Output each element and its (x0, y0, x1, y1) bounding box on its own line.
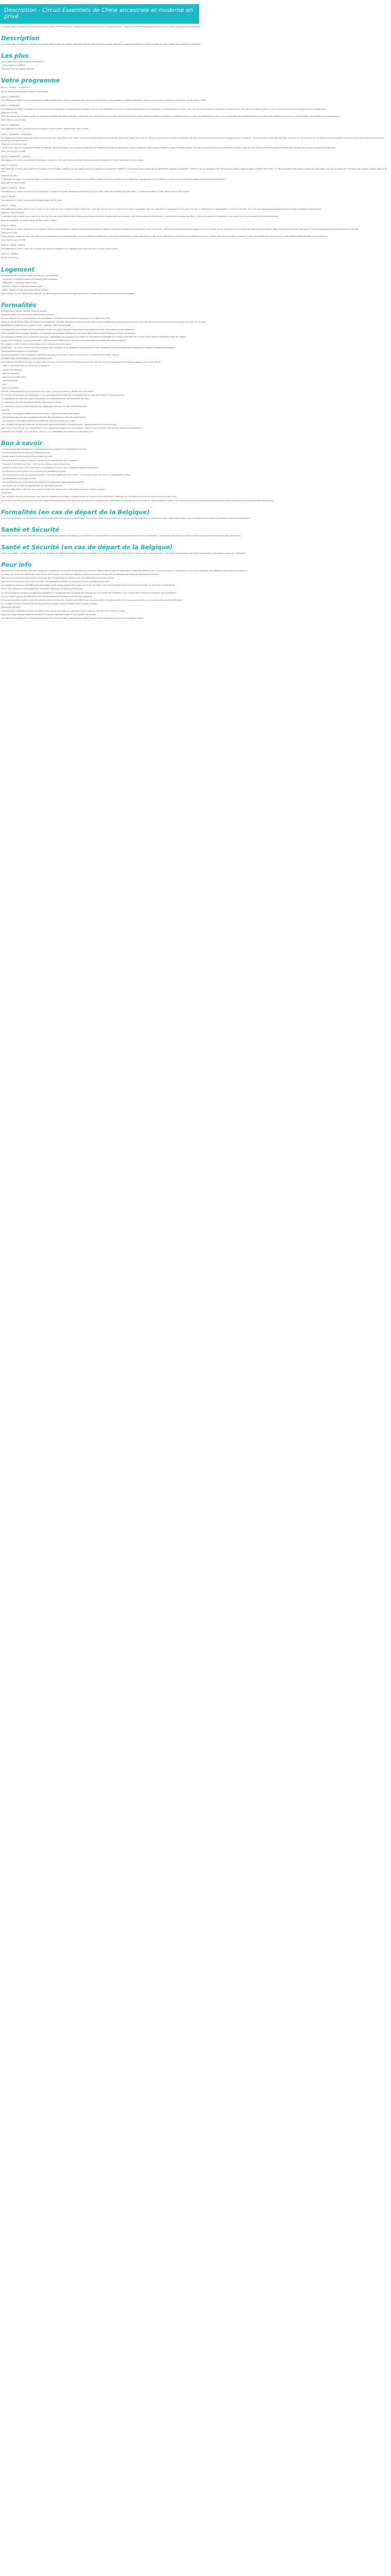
day-heading: JOUR 12 : PEKIN - FRANCE (1, 244, 25, 247)
formalites-line: - Si le nom d'un voyageur diffère sur les documents, l'accès à bord peut être refusé. (1, 412, 79, 415)
day-paragraph: Promenade en bateau sur le Grand Canal, un réseau de voies navigables qui traverse la ville, offrant un aperçu de la vie quotidienne des habitants. Passage par la rue Pingjiang, ancienne rue commerçante bordée de maisons traditionnelles. (1, 178, 225, 180)
day-paragraph: Petit-déjeuner à l'hôtel. Journée libre pour explorer à votre rythme. Repas libres. Nuit à l'hôtel. (1, 128, 89, 130)
important-heading: IMPORTANT : (1, 492, 13, 495)
formalites-line: Les personnes qui se rendent en Chine doivent remplir une carte d'arrivée en ligne avant leur entrée en Chine. Cette démarche est obligatoire. (1, 328, 135, 331)
pour-info-line: PRÉCISION SÉCURITÉ : (1, 606, 22, 608)
day-paragraph: Déjeuner en ville. (1, 112, 18, 114)
programme-day (1, 96, 391, 102)
day-paragraph: Petit-déjeuner à l'hôtel. Journée libre et repas libres. Nuit à l'hôtel. (1, 199, 63, 202)
day-paragraph: Petit-déjeuner à l'hôtel. Départ pour la visite du site historique de la Grande Muraille à Mutianyu, l'une des sections les plus belles et les mieux conservées, dont la construction a commencé au VIe siècle. Montée en téléphérique et promenade le long de la muraille, avec des vues panoramiques spectaculaires sur les montagnes environnantes. (1, 208, 322, 211)
section-title-programme: Votre programme (1, 77, 60, 84)
formalites-line: - nom(s) / prénom(s) tels qu'inscrits sur le passeport (1, 365, 50, 367)
important-block (1, 496, 391, 502)
bon-a-savoir-line: - Les modifications du programme sont possibles sur demande et selon les disponibilités. (1, 481, 85, 484)
description-paragraph: Ce voyage offre un panorama complet de la Chine, entre modernité urbaine, paysages naturels majestueux et richesse culturelle. Chaque ville présente un aspect unique du pays, créant une expérience inoubliable. (1, 43, 201, 46)
formalites-line: Depuis le 1er décembre 2024, les titulaires de passeports ordinaires français en transit en Chine pour transit touristique et tourisme peuvent entrer sans visa sur le territoire chinois pour une durée maximale de 30 jours. (1, 321, 206, 324)
logement-line: Liste d'hôtels communiquée à titre indicatif, les hôtels vous seront confirmés dans le carnet de voyage transmis quelques jours avant le départ. (1, 292, 135, 295)
formalites-line: Tout voyageur ne pouvant présenter de document valide sera refusé à l'embarquement, sans possibilité de remboursement. (1, 423, 117, 426)
pour-info-line: Nous vous remercions de respecter les règles de sécurité des sites visités et les consignes des guides. (1, 614, 96, 616)
day-paragraph: Petit-déjeuner à l'hôtel. Départ en TGV pour Hangzhou, qui, selon Marco Polo, était l'une des plus splendides villes au monde. Cette ville célèbre pour son lac, classé au patrimoine mondial de l'UNESCO, est aussi connue pour la culture du thé Longjing (puits du dragon), l'un des meilleurs thés verts de Chine. Croisière en bateau sur le lac de l'Ouest puis promenade à pied le long des digues jalonnées de saules pleureurs et de ponts en arc. (1, 137, 384, 142)
bon-a-savoir-line: - Les horaires de vol des compagnies sont donnés à titre indicatif. (1, 485, 62, 487)
formalites-line: IMPORTANT À COMPTER DU 15 JUILLET 2023 : ARRIVAL CARD OBLIGATOIRE (1, 325, 71, 327)
day-heading: JOUR 7 : SUZHOU (1, 164, 18, 167)
day-paragraph: Petit-déjeuner à l'hôtel. Visite de la Cité Interdite, l'ancien palais impérial, classée au patrimoine mondial de l'UNESCO. Avec ses quelques 980 bâtiments et ses 8 700 pièces, c'est le plus grand ensemble de palais en bois au monde, qui fut la résidence de 24 empereurs des dynasties Ming et Qing. Traversée de la place Tian'anmen, l'une des plus grandes places publiques du monde. (1, 228, 359, 230)
formalites-line: Les formalités d'entrée sont susceptibles d'évoluer. Il appartient aux voyageurs de vérifier les informations actualisées sur le site du Ministère de l'Europe et des Affaires étrangères avant leur départ. (1, 335, 187, 338)
sante-belgique-block (1, 552, 391, 555)
programme-day (1, 205, 391, 222)
pour-info-line: Il est fortement conseillé de garder vos effets personnels et vos objets de valeur sur vous ou dans le coffre de votre chambre d'hôtel. (1, 609, 125, 612)
day-heading: JOUR 5 : SHANGHAI - HANGZHOU (1, 133, 32, 135)
formalites-line: Si l'une des informations est manquante, il vous sera impossible d'effectuer l'enregistrement et vous serez refusé à l'embarquement. (1, 394, 125, 397)
plus-item: Découverte de la Chine ancienne et moderne (1, 61, 43, 63)
section-title-plus: Les plus (1, 52, 29, 60)
programme-day (1, 225, 391, 242)
formalites-line: Lors de l'enregistrement de ces informations en ligne, nous vous invitons à vérifier leur exactitude. (1, 391, 93, 393)
day-paragraph: Continuation par la route vers le site de la Voie Sacrée, une longue allée bordée d'imposantes statues de pierre représentant des animaux, des fonctionnaires et des guerriers, menant aux tombeaux des Ming. Visite du tombeau de Changling, le plus grand et le mieux préservé des treize tombeaux. (1, 215, 280, 218)
day-paragraph: Petit-déjeuner à l'hôtel. Découverte de la paisible ville de Suzhou célèbre pour ses jardins inscrits au patrimoine mondial de l'UNESCO. Ces jardins privés, construits aux différentes époques dynastiques, reflètent l'art du paysage et de l'architecture chinois. Visite du Jardin du Maître des Filets, l'un des plus petits mais aussi l'un des plus charmants, ainsi que du Jardin de la Politique des Simples, le plus vaste de la ville. (1, 168, 387, 173)
day-heading: JOUR 1 : FRANCE - SHANGHAI (1, 87, 29, 89)
formalites-line: - sexe (1, 383, 7, 385)
section-title-sante: Santé et Sécurité (1, 526, 59, 533)
pour-info-line: En cas d'annulation partielle ou totale d'une prestation, le remboursement ne pourra être effectué que sur la base des prestations non consommées et dans les conditions des prestataires. (1, 591, 177, 594)
logement-line: - HANGZHOU : Hangzhou Hanyu Hotel (1, 281, 37, 284)
programme-day (1, 253, 391, 259)
day-heading: JOUR 9 : PEKIN (1, 196, 15, 198)
day-heading: JOUR 4 : SHANGHAI (1, 124, 20, 127)
formalites-line: Pour les séjours de 30 jours maximum, les ressortissants français sont exemptés de visa jusqu'au 31 décembre 2025. (1, 317, 111, 320)
formalites-line: - date d'expiration (1, 379, 19, 382)
section-title-formalites-belgique: Formalités (en cas de départ de la Belgique) (1, 508, 150, 516)
formalites-line: - date de naissance (1, 372, 20, 375)
formalites-line: 3. L'utilisation d'un document d'identité non valide peut entraîner un refus d'embarquement. (1, 405, 88, 408)
intro-paragraph: Ce voyage offre un panorama complet de la Chine, entre modernité urbaine, paysages naturels majestueux et richesse culturelle. Chaque ville présente un aspect unique du pays, créant une expérience inoubliable. (1, 26, 201, 28)
page (0, 0, 391, 621)
day-paragraph: Petit promenade sur le fameux Bund, un boulevard bordé de bâtiments coloniaux, offrant une vue imprenable sur le quartier moderne de Pudong. Découverte du musée de Shanghai, considéré comme l'un des plus importants de Chine. Vous apprécierez l'art traditionnel chinois à travers ses collections de bronzes, de céramiques, de peintures et de calligraphies. (1, 115, 340, 118)
day-heading: JOUR 13 : FRANCE (1, 253, 18, 256)
programme-day (1, 187, 391, 193)
pour-info-line: Le niveau de confort des hôtels peut varier d'une ville à l'autre. Les hôtels de catégorie supérieure peuvent ne pas offrir la même qualité de service que ceux en Europe. (1, 573, 159, 576)
pour-info-line: Nous vous informons que, pour votre sécurité, nos partenaires vérifient vos documents et vos données personnelles. (1, 581, 110, 583)
bon-a-savoir-line: - Transport à l'intérieur de Chine : TGV et vols intérieurs selon programme. (1, 463, 71, 465)
formalites-line: À NOTER (1, 409, 10, 411)
pour-info-line: Personnes à mobilité réduite : pour de nombreux sites et transports, l'accès reste difficile pour les personnes en fauteuil roulant. Nous vous recommandons de nous consulter avant la réservation. (1, 599, 184, 601)
description-block (1, 43, 391, 46)
pour-info-line: La circulation à Shanghai et à Pékin est parfois dense et les trajets peuvent être longs aux heures de pointe. Des embouteillages fréquents peuvent entraîner un retard sur le programme. (1, 584, 175, 587)
day-paragraph: Vol au direction de Shanghai. Repas et nuit à bord. (1, 90, 48, 93)
logement-line: Durant le circuit, vous serez logés en hôtels 4* (ou similaires) : (1, 274, 60, 277)
pour-info-line: Les voyageurs mineurs doivent être accompagnés d'un adulte majeur pendant toute la durée du séjour. (1, 602, 98, 605)
bon-a-savoir-line: - Les pourboires sont à prévoir en Chine pour les chauffeurs et guides. (1, 470, 67, 472)
programme-day (1, 87, 391, 93)
formalites-line: Nous vous remercions de nous transmettre le plus rapidement possible ces informations, afin que nous puissions effectuer les démarches nécessaires. (1, 427, 142, 430)
plus-item: Dégustez chez une famille chinoise (1, 68, 34, 71)
formalites-belgique-line: Pour toute information sur les conditions d'entrée et de séjour dans le pays de destination, nous vous invitons à vous rendre sur le site du ministère des Affaires étrangères belge : https://diplomatie.belgium.be/fr/Services/voyager_a_letranger/conseils_par_destination (1, 517, 250, 519)
day-paragraph: L'après-midi, visite de la plantation de thé de Meijiawu, dans les collines, où vous pourrez découvrir les différentes étapes de fabrication du thé et déguster cette boisson millénaire. Visite du temple Lingyin, l'un des plus grands temples bouddhistes de Chine, fondé en 328, et découverte des grottes de Feilai Feng abritant plus de 300 sculptures bouddhiques. (1, 146, 336, 149)
pour-info-line: Prévoir des chaussures confortables pour les visites, beaucoup de visites se font à pied. (1, 588, 83, 590)
day-paragraph: Découverte du Temple du Ciel, chef-d'œuvre de l'architecture de la dynastie Ming, où les empereurs venaient prier pour de bonnes récoltes. Promenade dans son parc où les habitants se retrouvent pour pratiquer le tai-chi, chanter, jouer de la musique ou danser. Ensuite, promenade dans les hutongs, ruelles traditionnelles de Pékin, en cyclo-pousse. (1, 235, 328, 238)
formalites-line: INFORMATIONS IMPORTANTES À VOUS COMMUNIQUER : (1, 358, 53, 360)
pour-info-line: Pour les visites, prévoir des vêtements couvrant les épaules et les genoux pour les sites religieux. (1, 595, 92, 598)
formalites-line: IMPORTANT : Les règles relatives au franchissement des frontières et au passeport peuvent évoluer. Il est conseillé de consulter le site diplomatie.gouv.fr, rubrique Conseils aux voyageurs. (1, 347, 176, 349)
bon-a-savoir-line: - Services d'accueil, prise en charge et transferts en véhicule privé avec chauffeur. (1, 459, 78, 462)
bon-a-savoir-block (1, 448, 391, 491)
section-title-bon-a-savoir: Bon à savoir (1, 439, 43, 447)
plus-list (1, 61, 391, 71)
programme-day (1, 196, 391, 202)
programme-day (1, 133, 391, 154)
day-paragraph: Petit-déjeuner à l'hôtel. Journée libre à Hangzhou. Départ en TGV pour Suzhou. Arrivée à Suzhou, accueil et transfert à l'hôtel. Dîner libre et nuit à l'hôtel. (1, 159, 144, 162)
section-title-pour-info: Pour info (1, 561, 32, 568)
formalites-line: Ressortissants français adultes, bébés et enfants : (1, 310, 48, 313)
programme-days (1, 87, 391, 259)
formalites-line: Nous vous invitons à vous renseigner auprès des autorités consulaires du pays concerné pour connaître les formalités requises. (1, 354, 120, 357)
programme-day (1, 156, 391, 162)
programme-day (1, 105, 391, 122)
formalites-line: Pour rappel : portez toujours votre passeport sur vous pendant votre séjour. (1, 343, 72, 345)
day-paragraph: Petit-déjeuner à l'hôtel. Arrivée à Shanghai en début d'après-midi, accueil chaleureux par votre guide francophone, puis transfert à l'hôtel et installation. Après-midi libre pour commencer à découvrir la ville. Nuit à l'hôtel. (1, 99, 207, 101)
day-paragraph: Dîner libre et nuit à l'hôtel. (1, 150, 26, 152)
bon-a-savoir-line: - Les assurances ne sont pas incluses. (1, 478, 37, 480)
bon-a-savoir-line: - Guides locaux francophones à chaque étape (en ville). (1, 455, 53, 458)
intro-block (1, 26, 391, 28)
logement-line: - SUZHOU : Suzhou Chen ang Chinese Hotel (1, 285, 42, 287)
formalites-line: Ressortissants étrangers et binationaux : (1, 350, 40, 353)
day-paragraph: Dîner libre et nuit à l'hôtel. (1, 239, 26, 242)
logement-line: - SHANGHAI : Shanghai Holiday Inn Express Hotel Gongkang (1, 278, 57, 280)
bon-a-savoir-line: - Tous les musées et sites sont fermés le lundi. L'ordre des visites peut être modifié. Il n'est pas possible de visiter la Cité Interdite le lundi. (1, 473, 131, 476)
programme-day (1, 124, 391, 130)
programme-day (1, 164, 391, 184)
day-paragraph: Petit-déjeuner à l'hôtel. Puis départ pour une visite immersive dans la mégalopole de Shanghai. Une ville époustouflante dont deux mondes, deux époques sont juxtaposés. Promenade dans la vieille ville, avec ses rues étroites et ses maisons traditionnelles, puis visite du célèbre Jardin Yu, chef-d'œuvre d'architecture paysagère de la dynastie Ming. (1, 108, 327, 110)
day-heading: JOUR 2 : SHANGHAI (1, 95, 20, 98)
section-title-formalites: Formalités (1, 301, 37, 309)
plus-item: 3 sites classés à l'UNESCO (1, 64, 26, 67)
pour-info-line: Nous tenons à vous préciser que votre voyage est encadré par les normes de sécurité et de confort en vigueur dans le pays de destination. Il peut être différent des normes françaises ou européennes, ce qui peut entraîner des différences de qualité de prestations. (1, 569, 248, 572)
bon-a-savoir-line: Lors de la réservation, merci de nous indiquer la date de naissance et la nationalité exacte de chaque voyageur. (1, 488, 106, 491)
formalites-line: - date et lieu de délivrance (1, 376, 26, 378)
formalites-line: Cette obligation de formulaire s'applique à l'ensemble des passagers étrangers à l'exclusion des mineurs et des résidents en Chine continentale. (1, 332, 136, 334)
content (0, 24, 391, 620)
bon-a-savoir-line: - Certaines visites peuvent être modifiées ou inversées en fonction des conditions locales et des horaires. (1, 466, 100, 469)
section-title-description: Description (1, 35, 40, 42)
day-heading: JOUR 6 : HANGZHOU - SUZHOU (1, 156, 30, 158)
bon-a-savoir-line: - Guide local francophone selon les étapes du circuit. (1, 452, 51, 454)
pour-info-block (1, 570, 391, 620)
day-paragraph: Dîner libre et nuit à l'hôtel. (1, 119, 26, 122)
day-paragraph: Déjeuner chez l'habitant. (1, 212, 25, 214)
day-paragraph: Déjeuner en ville. (1, 174, 18, 177)
bon-a-savoir-line: - Programme privatif réalisable de 2 participants et par groupe de 10 participants maximum. (1, 448, 88, 451)
formalites-line: - Les voyageurs sont responsables de la validité de leurs documents de voyage. (1, 419, 76, 422)
section-title-logement: Logement (1, 265, 35, 273)
formalites-line: - Les mentions figurant dans le passeport doivent être identiques à celles de la réservation. (1, 416, 87, 418)
section-title-sante-belgique: Santé et Sécurité (en cas de départ de la Belgique) (1, 543, 173, 551)
day-paragraph: Arrivée en France. (1, 257, 19, 259)
day-paragraph: Dîner libre et nuit à l'hôtel. (1, 181, 26, 184)
formalites-line: Des règles de sécurité sont mises en place. Merci de nous communiquer les informations suivantes figurant sur votre passeport pour chaque voyageur, avant votre départ : (1, 361, 161, 364)
logement-line: - PEKIN : Beijing Holiday Inn Express Minzu Temple (1, 289, 48, 291)
title-banner (0, 4, 199, 24)
day-heading: JOUR 11 : PEKIN (1, 224, 16, 227)
important-line: Il est impératif de nous communiquer une copie du passeport et d'indiquer obligatoirement au moment de la réservation. Faute de quoi les billets d'avion et les visas ne pourront être émis. (1, 496, 177, 498)
day-paragraph: Déjeuner en cours de visite. (1, 143, 27, 145)
page-title: Description - Circuit Essentiels de Chine ancestrale et moderne en privé (4, 7, 193, 20)
day-heading: JOUR 10 : PEKIN (1, 205, 16, 207)
programme-day (1, 244, 391, 250)
day-heading: JOUR 8 : SUZHOU - PEKIN (1, 187, 25, 189)
pour-info-line: Nous vous informons que vous pouvez rencontrer des changements d'horaires ou de vols indépendants de notre volonté. (1, 577, 115, 580)
formalites-line: COURANT ÉLECTRIQUE : 220 V et 50 Hz. Type A, C et I. Adaptateur nécessaire pour les prises A et I. (1, 431, 94, 433)
formalites-line: - numéro de passeport (1, 368, 22, 371)
formalites-line: 2. L'adaptation de votre passeport doit être faite avant le départ. (1, 401, 62, 404)
important-line: Les circuits en Chine sont soumis à certaines réglementations locales. Ces règles peuvent évoluer et entraîner des modifications du programme à tout moment, même pendant le séjour. Les horaires et les jours d'ouverture des sites peuvent être modifiés par les autorités locales sans préavis. (1, 499, 274, 502)
pour-info-line: Vous êtes responsables de vos effets personnels et des objets de valeur. Nous déclinons toute responsabilité en cas de perte ou de vol pendant le séjour. (1, 617, 144, 620)
logement-block (1, 275, 391, 296)
formalites-line: 1. L'adaptation de votre nom dans votre dossier ou à l'embarquement peut entraîner des frais. (1, 398, 90, 400)
day-paragraph: Déjeuner en ville. (1, 231, 18, 234)
day-paragraph: Petit-déjeuner à l'hôtel. Check-out et temps libre jusqu'au transfert vers l'aéroport pour votre vol vers la France. Repas libres. (1, 248, 118, 250)
day-paragraph: Dîner de spécialité : le canard laqué de Pékin. Nuit à l'hôtel. (1, 219, 57, 222)
formalites-line: Vous pouvez contacter, si vous le souhaitez, notre partenaire Rapidvisa qui vous accompagnera dans vos démarches (service payant). (1, 339, 126, 342)
sante-belgique-line: Avant votre départ, veuillez consulter le site du ministère des Affaires étrangères belge pour connaître les risques sanitaires éventuels que pourrait encourir votre destination : https://diplomatie.belgium.be/fr/Services/voyager_a_letranger/conseils_par_destination (1, 552, 247, 554)
formalites-line: - pays de résidence (1, 387, 20, 389)
formalites-belgique-block (1, 517, 391, 520)
sante-line: Avant votre départ, veuillez consulter le site du ministère des Affaires étrangères pour connaître les risques sanitaires éventuels que pourrait encourir votre destination : https://www.diplomatie.gouv.fr/fr/conseils-aux-voyageurs/conseils-par-pays-destination/ (1, 534, 241, 537)
sante-block (1, 535, 391, 537)
formalites-block (1, 310, 391, 433)
day-paragraph: Petit-déjeuner à l'hôtel. Journée libre et repas libres. Transfert à la gare, embarquez à bord du TGV pour Pékin (selon les horaires). Arrivée à Pékin, accueil et transfert à l'hôtel. Dîner libre et nuit à l'hôtel. (1, 190, 190, 193)
formalites-line: Passeport valide au moins 6 mois après la date de retour. (1, 314, 55, 316)
day-heading: JOUR 3 : SHANGHAI (1, 104, 20, 107)
